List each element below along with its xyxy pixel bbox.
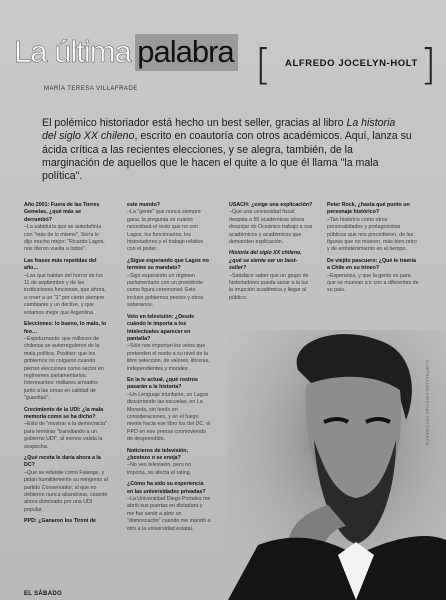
answer: –La "gente" que nunca siempre gana, la pregunta es cuánto necesitará el resto que no son Lagos, los funcionarios, los historiadores y el trabajo relativo con el poder. [127, 209, 204, 253]
answer: –Que una universidad fiscal despida a 50 académicos ahora despojar de Oceánico trabajo a sus académicos y académicos que demanden explicación. [229, 209, 313, 246]
column-3 [229, 202, 313, 302]
question: Noticieros de televisión, ¿bostezo o se enoja? [127, 447, 188, 461]
answer: –Sólo nos importan los vetos que pretenden el modo a su nivel de la libre selección, de valores, libreras, independientes y morales. [127, 343, 210, 372]
answer: –La sabiduría que se autodefinía con "más de lo mismo". Sería lo dijo mucho mejor: "Ricardo Lagos, nos dieron vuelta a todos". [24, 224, 105, 253]
answer: –Las que hablan del horror de los 11 de septiembre y de las instituciones funcionan, que ahora, a creer a un "1" por cierto siempre cambiante y un declive, y que estamos mejor que Argentina. [24, 272, 106, 316]
question: Crecimiento de la UDI: ¿la mala memoria como se ha dicho? [24, 406, 104, 420]
interviewee-name: ALFREDO JOCELYN-HOLT [285, 58, 418, 69]
answer: –Esperanza, y que la gente es para que se muevan a ir con a diferentes de su país. [327, 272, 419, 294]
question: Elecciones: lo bueno, lo malo, lo feo… [24, 321, 107, 335]
answer: –No veo televisión, pero no importa, no afecta el rating. [127, 462, 192, 476]
question: Las frases más repetidas del año… [24, 257, 97, 272]
byline: MARÍA TERESA VILLAFRADE [44, 86, 138, 92]
question: Año 2001: Fuera de las Torres Gemelas, ¿qué más se derrumbó? [24, 202, 100, 223]
question: ¿Cómo ha sido su experiencia en las universidades privadas? [127, 481, 206, 495]
question: En la tv actual, ¿qué rostros pasarán a la historia? [127, 376, 198, 391]
question: este mundo? [127, 202, 160, 208]
column-2 [127, 202, 211, 533]
answer: –Un Lenguaje triunfante, un Lagos discurriendo las escuelas, en La Moneda, sin leerlo en consideraciones, y en el fuego mente hacia ese libro los del DC, el PPD en ese prensa conmoviendo de desprendido. [127, 391, 211, 443]
magazine-footer: EL SÁBADO [24, 591, 62, 597]
portrait-photo [228, 330, 446, 600]
question: ¿Sigue esperando que Lagos no termine su mandato? [127, 257, 209, 272]
column-4 [327, 202, 419, 295]
column-1 [24, 202, 108, 526]
question: USACH: ¿exige una explicación? [229, 202, 313, 208]
answer: –Satisface saber que un grupo de historiadores pueda sacar a la luz la irrupción académica y llegar al público. [229, 272, 309, 301]
answer: –Espeluznante: que millones de chilenos se autorreguleron de la mala política. Positivo: que los gobiernos no colgaron cuando pienso elecciones como sector en regímenes parlamentarios. Interesantes: militares armados junto a las urnas en calidad de "guardias". [24, 335, 104, 402]
bracket-left: [ [255, 40, 272, 89]
answer: –Sigo esperando un régimen parlamentario con un presidente como figura ceremonial. Esto incluso gobiernos peores y otros soberanos. [127, 272, 204, 309]
intro-paragraph [42, 117, 412, 183]
title-bold: palabra [135, 34, 237, 71]
intro-book-title: La historia del siglo XX chileno [42, 117, 396, 143]
answer: –Tan histórico como otros personalidades y protagonistas públicos que nos precedieron, de las figuras que no mueren, más bien retro y de entretenimiento en el tiempo. [327, 216, 417, 253]
intro-part2: , escrito en coautoría con otros académicos. Aquí, lanza su ácida crítica a las recientes elecciones, y se alegra, también, de la marginación de aquellos que le hacen el quite a lo que él llama "la mala política". [42, 130, 412, 183]
question: Historia del siglo XX chileno, ¿qué se siente ser un best-seller? [229, 250, 302, 272]
intro-part1: El polémico historiador está hecho un best seller, gracias al libro [42, 117, 347, 129]
question: PPD: ¿Ganaron los Tironi de [24, 518, 97, 525]
title-light: La última [14, 34, 131, 69]
question: De viejito pascuero: ¿Qué le traería a Chile en su trineo? [327, 257, 416, 272]
photo-credit: ILUSTRACIÓN CRISTIÁN FOTOGRAFÍA [425, 360, 430, 447]
answer: –Que se refunde como Falange, y pidan humildemente su reingreso al partido Conservador, al que no debieron nunca abandonar, cuando ahora dominado por una UDI popular. [24, 469, 108, 513]
bracket-right: ] [420, 40, 437, 89]
question: Veto en televisión: ¿Desde cuándo le importa a los intelectuales aparecer en pantalla? [127, 313, 195, 342]
answer: –Esto de "mostrar a la democracia" para terminar "transitando a un gobierno UDI", al menos valida la sospecha. [24, 421, 107, 450]
question: ¿Qué receta le daría ahora a la DC? [24, 455, 101, 469]
question: Peter Rock, ¿hasta qué punto un personaje histórico? [327, 202, 410, 216]
section-title [14, 34, 238, 70]
answer: –La Universidad Diego Portales me abrió sus puertas en dictadura y me fue sentir a abrir un "domoscacito" cuando me mandó a otro a la universidad estatal. [127, 496, 211, 532]
